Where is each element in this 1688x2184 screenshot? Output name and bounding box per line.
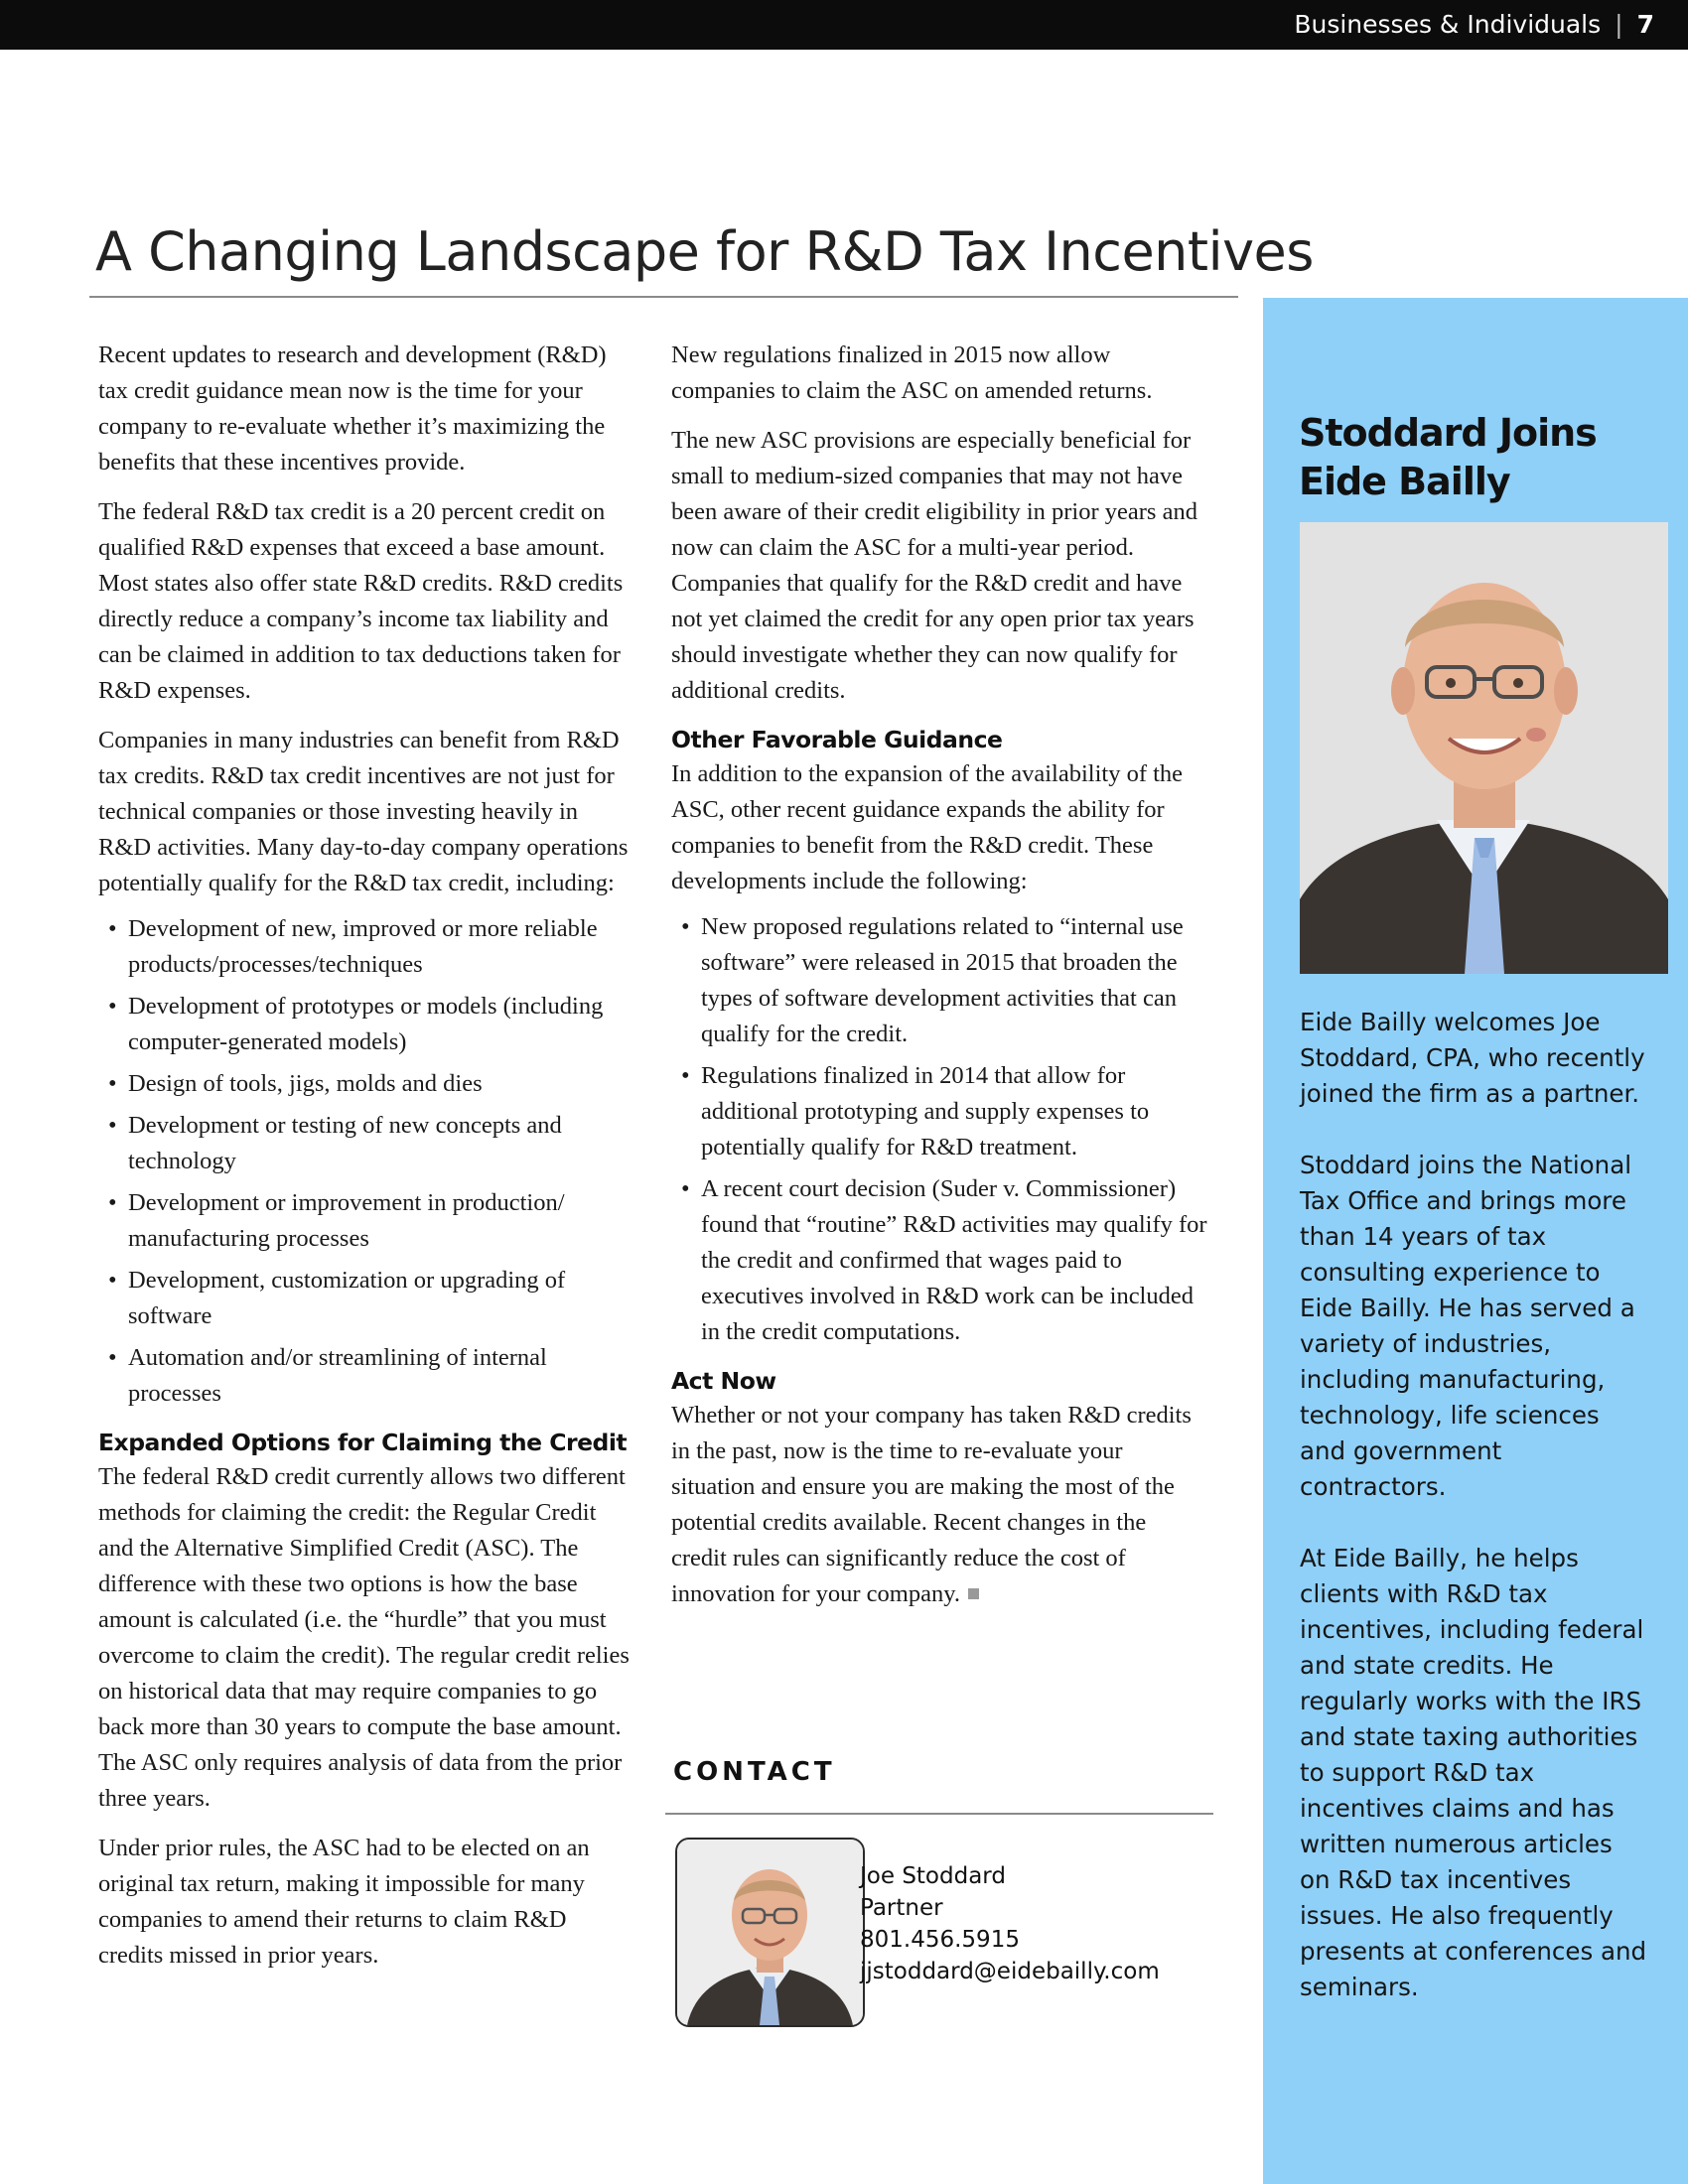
contact-role: Partner xyxy=(860,1895,943,1921)
page-header-bar xyxy=(0,0,1688,50)
bullet-icon: • xyxy=(681,1062,690,1089)
paragraph: The new ASC provisions are especially beneficial for small to medium-sized companies that may not have been aware of their credit eligibility in prior years and now can claim the ASC for a multi-year period. Companies that qualify for the R&D credit and have not yet claimed the credit for any open prior tax years should investigate whether they can now qualify for additional credits. xyxy=(671,427,1197,704)
bullet-icon: • xyxy=(108,1267,117,1294)
article-title: A Changing Landscape for R&D Tax Incentives xyxy=(95,220,1314,283)
contact-email-link[interactable]: jjstoddard@eidebailly.com xyxy=(860,1959,1160,1984)
article-column-1 xyxy=(98,338,634,1987)
paragraph: Under prior rules, the ASC had to be elected on an original tax return, making it impossible for many companies to amend their returns to claim R&D credits missed in prior years. xyxy=(98,1835,590,1969)
contact-phone[interactable]: 801.456.5915 xyxy=(860,1927,1020,1953)
sidebar-title: Stoddard Joins Eide Bailly xyxy=(1299,411,1597,503)
list-item: • Development of prototypes or models (including computer-generated models) xyxy=(98,989,634,1060)
contact-details xyxy=(860,1860,1160,1987)
qualifying-activities-list xyxy=(98,911,634,1412)
list-item: • Regulations finalized in 2014 that allow for additional prototyping and supply expenses to potentially qualify for R&D treatment. xyxy=(671,1058,1207,1165)
contact-rule xyxy=(665,1813,1213,1815)
subheading-act-now: Act Now xyxy=(671,1367,776,1395)
list-item: • Automation and/or streamlining of internal processes xyxy=(98,1340,634,1412)
page-number: 7 xyxy=(1636,10,1654,39)
paragraph: Eide Bailly welcomes Joe Stoddard, CPA, who recently joined the firm as a partner. xyxy=(1300,1008,1645,1108)
person-portrait-icon xyxy=(677,1840,863,2025)
bullet-icon: • xyxy=(108,993,117,1020)
title-rule xyxy=(89,296,1238,298)
contact-heading: CONTACT xyxy=(673,1757,836,1787)
paragraph: The federal R&D credit currently allows two different methods for claiming the credit: the Regular Credit and the Alternative Simplified Credit (ASC). The difference with these two options is how the base amount is calculated (i.e. the “hurdle” that you must overcome to claim the credit). The regular credit relies on historical data that may require companies to go back more than 30 years to compute the base amount. The ASC only requires analysis of data from the prior three years. xyxy=(98,1463,630,1812)
list-item: • Design of tools, jigs, molds and dies xyxy=(98,1066,634,1102)
header-separator: | xyxy=(1615,10,1623,39)
running-header xyxy=(1294,10,1654,39)
subheading-expanded-options: Expanded Options for Claiming the Credit xyxy=(98,1429,628,1456)
bullet-icon: • xyxy=(108,1112,117,1139)
paragraph: Whether or not your company has taken R&D credits in the past, now is the time to re-evaluate your situation and ensure you are making the most of the potential credits available. Recent changes in the credit rules can significantly reduce the cost of innovation for your company. xyxy=(671,1402,1192,1607)
paragraph: At Eide Bailly, he helps clients with R&D tax incentives, including federal and state credits. He regularly works with the IRS and state taxing authorities to support R&D tax incentives claims and has written numerous articles on R&D tax incentives issues. He also frequently presents at conferences and seminars. xyxy=(1300,1544,1647,2001)
paragraph: Stoddard joins the National Tax Office and brings more than 14 years of tax consulting experience to Eide Bailly. He has served a variety of industries, including manufacturing, technology, life sciences and government contractors. xyxy=(1300,1151,1635,1501)
section-name: Businesses & Individuals xyxy=(1294,10,1602,39)
article-column-2 xyxy=(671,338,1207,1626)
sidebar-portrait xyxy=(1300,522,1668,974)
bullet-icon: • xyxy=(108,915,117,942)
subheading-other-guidance: Other Favorable Guidance xyxy=(671,726,1003,753)
list-item: • Development or improvement in production/ manufacturing processes xyxy=(98,1185,634,1257)
paragraph: Companies in many industries can benefit from R&D tax credits. R&D tax credit incentives are not just for technical companies or those investing heavily in R&D activities. Many day-to-day company operations potentially qualify for the R&D tax credit, including: xyxy=(98,727,629,896)
end-of-article-mark-icon xyxy=(968,1588,979,1599)
bullet-icon: • xyxy=(108,1344,117,1371)
bullet-icon: • xyxy=(108,1070,117,1097)
list-item: • A recent court decision (Suder v. Commissioner) found that “routine” R&D activities may qualify for the credit and confirmed that wages paid to executives involved in R&D work can be included in the credit computations. xyxy=(671,1171,1207,1350)
guidance-list xyxy=(671,909,1207,1350)
paragraph: The federal R&D tax credit is a 20 percent credit on qualified R&D expenses that exceed a base amount. Most states also offer state R&D credits. R&D credits directly reduce a company’s income tax liability and can be claimed in addition to tax deductions taken for R&D expenses. xyxy=(98,498,624,704)
paragraph: In addition to the expansion of the availability of the ASC, other recent guidance expands the ability for companies to benefit from the R&D credit. These developments include the following: xyxy=(671,760,1184,894)
list-item: • Development or testing of new concepts and technology xyxy=(98,1108,634,1179)
person-portrait-icon xyxy=(1300,522,1668,974)
list-item: • Development, customization or upgrading of software xyxy=(98,1263,634,1334)
bullet-icon: • xyxy=(681,1175,690,1202)
bullet-icon: • xyxy=(108,1189,117,1216)
paragraph: Recent updates to research and development (R&D) tax credit guidance mean now is the time for your company to re-evaluate whether it’s maximizing the benefits that these incentives provide. xyxy=(98,341,607,476)
sidebar-text xyxy=(1300,1005,1647,2041)
paragraph: New regulations finalized in 2015 now allow companies to claim the ASC on amended returns. xyxy=(671,341,1153,404)
bullet-icon: • xyxy=(681,913,690,940)
contact-name: Joe Stoddard xyxy=(860,1863,1006,1889)
contact-avatar xyxy=(675,1838,865,2027)
list-item: • New proposed regulations related to “internal use software” were released in 2015 that broaden the types of software development activities that can qualify for the credit. xyxy=(671,909,1207,1052)
list-item: • Development of new, improved or more reliable products/processes/techniques xyxy=(98,911,634,983)
